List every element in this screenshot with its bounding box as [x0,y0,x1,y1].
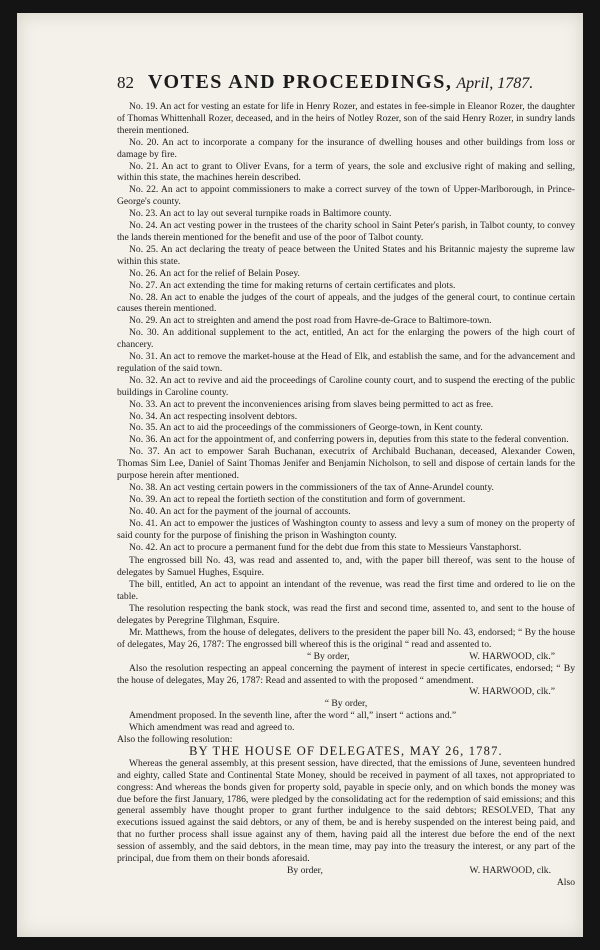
by-order-text: “ By order, [307,650,350,662]
clerk-signature: W. HARWOOD, clk.” [469,686,555,698]
proceeding-paragraph: The bill, entitled, An act to appoint an intendant of the revenue, was read the first time and ordered to lie on the table. [117,579,575,603]
signature-line [117,865,575,877]
signature-line [117,651,575,663]
proceeding-paragraph: The engrossed bill No. 43, was read and assented to, and, with the paper bill thereof, was sent to the house of delegates by Samuel Hughes, Esquire. [117,555,575,579]
signature-line [117,686,575,698]
by-order-text: By order, [287,865,323,876]
bill-item: No. 20. An act to incorporate a company for the insurance of dwelling houses and other buildings from loss or damage by fire. [117,136,575,160]
document-page [17,13,583,937]
bill-item: No. 25. An act declaring the treaty of peace between the United States and his Britannic majesty the supreme law within this state. [117,243,575,267]
document-body [117,101,575,889]
resolution-heading: BY THE HOUSE OF DELEGATES, MAY 26, 1787. [189,743,503,758]
bill-item: No. 24. An act vesting power in the trustees of the charity school in Saint Peter's parish, in Talbot county, to convey the lands therein mentioned for the benefit and use of the poor of Talbot county. [117,220,575,243]
bill-item: No. 27. An act extending the time for making returns of certain certificates and plots. [129,279,456,291]
clerk-signature: W. HARWOOD, clk.” [469,650,555,662]
bill-item: No. 38. An act vesting certain powers in the commissioners of the tax of Anne-Arundel county. [129,482,494,493]
bill-item: No. 26. An act for the relief of Belain Posey. [129,267,300,279]
bill-item: No. 32. An act to revive and aid the proceedings of Caroline county court, and to suspend the erecting of the public buildings in Caroline county. [117,374,575,398]
proceeding-paragraph: Which amendment was read and agreed to. [129,722,295,734]
bill-item: No. 35. An act to aid the proceedings of the commissioners of George-town, in Kent county. [129,422,483,434]
bill-item: No. 41. An act to empower the justices of Washington county to assess and levy a sum of money on the property of said county for the purpose of finishing the prison in Washington county. [117,517,575,541]
bill-item: No. 40. An act for the payment of the journal of accounts. [129,505,351,517]
page-date: April, 1787. [456,75,534,92]
bill-item: No. 21. An act to grant to Oliver Evans, for a term of years, the sole and exclusive right of making and selling, within this state, the machines herein described. [117,160,575,184]
bill-item: No. 31. An act to remove the market-house at the Head of Elk, and establish the same, and for the advancement and regulation of the said town. [117,351,575,374]
proceeding-paragraph: Also the following resolution: [117,734,233,746]
proceeding-paragraph: Mr. Matthews, from the house of delegates, delivers to the president the paper bill No. 43, endorsed; “ By the house of delegates, May 26, 1787: The engrossed bill whereof this is the original “ read and assented to. [117,626,575,650]
bill-item: No. 29. An act to streighten and amend the post road from Havre-de-Grace to Baltimore-town. [129,315,492,327]
bill-item: No. 39. An act to repeal the fortieth section of the constitution and form of government. [129,493,466,505]
bill-item: No. 19. An act for vesting an estate for life in Henry Rozer, and estates in fee-simple in Eleanor Rozer, the daughter of Thomas Whittenhall Rozer, deceased, and in the heirs of Notley Rozer, son of the said Henry Rozer, in sundry lands therein mentioned. [117,101,575,136]
bill-item: No. 30. An additional supplement to the act, entitled, An act for the enlarging the powers of the high court of chancery. [117,327,575,351]
proceeding-paragraph: The resolution respecting the bank stock, was read the first and second time, assented to, and sent to the house of delegates by Peregrine Tilghman, Esquire. [117,603,575,626]
bill-item: No. 22. An act to appoint commissioners to make a correct survey of the town of Upper-Marlborough, in Prince-George's county. [117,184,575,208]
catchword: Also [556,876,575,888]
bill-item: No. 28. An act to enable the judges of the court of appeals, and the judges of the general court, to continue certain causes therein mentioned. [117,291,575,315]
bill-item: No. 36. An act for the appointment of, and conferring powers in, deputies from this state to the federal convention. [129,434,569,446]
bill-item: No. 34. An act respecting insolvent debtors. [129,410,298,422]
resolution-text: Whereas the general assembly, at this present session, have directed, that the emissions of June, seventeen hundred and eighty, called State and Continental State Money, should be received in payment of all taxes, not appropriated to congress: And whereas the bonds given for property sold, payable in specie only, and on which bonds the money was due before the first January, 1786, were pledged by the consolidating act for the redemption of said emissions; and this general assembly have thought proper to grant further indulgence to the said debtors; RESOLVED, That any executions issued against the said debtors, or any of them, be and is hereby suspended on the interest being paid, and that no further process shall issue against any of them, having paid all the interest due before the end of the next session of assembly, and the said debtors, in the mean time, may pay into the treasury the interest, or any part of the principal, due from them on their bonds aforesaid. [117,757,575,865]
by-order-text: “ By order, [324,698,368,710]
page-number: 82 [117,73,134,92]
page-title: VOTES AND PROCEEDINGS, [148,71,453,93]
bill-item: No. 42. An act to procure a permanent fund for the debt due from this state to Messieurs Vanstaphorst. [129,541,522,553]
bill-item: No. 37. An act to empower Sarah Buchanan, executrix of Archibald Buchanan, deceased, Alexander Cowen, Thomas Sim Lee, Daniel of Saint Thomas Jenifer and Benjamin Nicholson, to sell and dispose of certain lands for the purpose herein after mentioned. [117,446,575,482]
bill-item: No. 33. An act to prevent the inconveniences arising from slaves being permitted to act as free. [129,398,494,410]
proceeding-paragraph: Amendment proposed. In the seventh line, after the word “ all,” insert “ actions and.” [129,710,457,722]
bill-item: No. 23. An act to lay out several turnpike roads in Baltimore county. [129,208,392,220]
clerk-signature: W. HARWOOD, clk. [469,865,551,876]
proceeding-paragraph: Also the resolution respecting an appeal concerning the payment of interest in specie certificates, endorsed; “ By the house of delegates, May 26, 1787: Read and assented to with the proposed “ amendment. [117,662,575,686]
running-head [117,71,583,94]
